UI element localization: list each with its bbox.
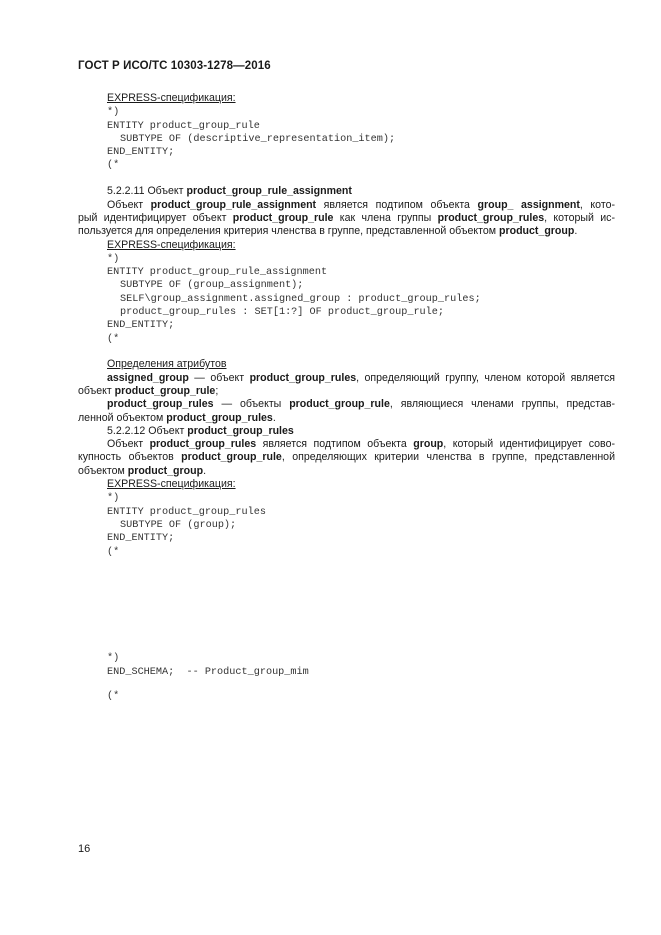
para-line: ленной объектом product_group_rules. xyxy=(78,412,276,424)
entity-name: product_group_rules xyxy=(149,438,257,450)
entity-name: product_group_rule_assignment xyxy=(150,199,317,211)
express-spec-label: EXPRESS-спецификация: xyxy=(107,92,236,104)
section-entity-name: product_group_rules xyxy=(187,425,294,437)
express-spec-label: EXPRESS-спецификация: xyxy=(107,239,236,251)
code-line: SUBTYPE OF (descriptive_representation_item); xyxy=(120,134,396,145)
section-entity-name: product_group_rule_assignment xyxy=(186,185,352,197)
code-line: product_group_rules : SET[1:?] OF product_group_rule; xyxy=(120,307,445,318)
section-number: 5.2.2.11 Объект xyxy=(107,185,187,197)
code-line: (* xyxy=(107,334,120,345)
code-line: *) xyxy=(107,254,120,265)
entity-name: product_group_rules xyxy=(437,212,545,224)
entity-name: group_ assignment xyxy=(477,199,580,211)
para-line: пользуется для определения критерия членства в группе, представленной объектом product_group. xyxy=(78,225,578,237)
code-line: ENTITY product_group_rule_assignment xyxy=(107,267,328,278)
code-line: ENTITY product_group_rule xyxy=(107,121,260,132)
entity-name: product_group_rule xyxy=(289,398,390,410)
code-line: *) xyxy=(107,493,120,504)
code-line: END_ENTITY; xyxy=(107,533,175,544)
document-header: ГОСТ Р ИСО/ТС 10303-1278—2016 xyxy=(78,60,271,72)
code-line: *) xyxy=(107,653,120,664)
code-line: ENTITY product_group_rules xyxy=(107,507,266,518)
entity-name: product_group_rule xyxy=(181,451,282,463)
code-line: (* xyxy=(107,160,120,171)
section-heading-5-2-2-11 xyxy=(107,185,644,198)
code-line: SELF\group_assignment.assigned_group : product_group_rules; xyxy=(120,294,481,305)
code-line: SUBTYPE OF (group); xyxy=(120,520,237,531)
page-number: 16 xyxy=(78,843,91,855)
code-line: END_ENTITY; xyxy=(107,147,175,158)
entity-name: assigned_group xyxy=(107,372,189,384)
code-line: (* xyxy=(107,547,120,558)
entity-name: product_group_rules xyxy=(166,412,273,424)
para-line: Объект product_group_rules является подтипом объекта group, который идентифицирует сово- xyxy=(107,438,615,450)
express-spec-label: EXPRESS-спецификация: xyxy=(107,478,236,490)
section-number: 5.2.2.12 Объект xyxy=(107,425,188,437)
para-line: assigned_group — объект product_group_rules, определяющий группу, членом которой является xyxy=(107,372,615,384)
para-line: купность объектов product_group_rule, определяющих критерии членства в группе, представленной xyxy=(78,451,615,463)
code-line: SUBTYPE OF (group_assignment); xyxy=(120,280,304,291)
code-line: END_SCHEMA; -- Product_group_mim xyxy=(107,667,309,678)
section-heading-5-2-2-12 xyxy=(107,425,644,438)
para-line: рый идентифицирует объект product_group_rule как члена группы product_group_rules, который ис- xyxy=(78,212,615,224)
para-line: объект product_group_rule; xyxy=(78,385,219,397)
attributes-title: Определения атрибутов xyxy=(107,358,227,370)
entity-name: product_group xyxy=(499,225,575,237)
entity-name: product_group_rule xyxy=(114,385,216,397)
para-line: product_group_rules — объекты product_group_rule, являющиеся членами группы, представ- xyxy=(107,398,616,410)
code-line: (* xyxy=(107,691,120,702)
para-line: объектом product_group. xyxy=(78,465,207,477)
entity-name: product_group_rules xyxy=(249,372,357,384)
entity-name: product_group_rules xyxy=(107,398,214,410)
entity-name: product_group xyxy=(127,465,204,477)
para-line: Объект product_group_rule_assignment является подтипом объекта group_ assignment, кото- xyxy=(107,199,615,211)
code-line: END_ENTITY; xyxy=(107,320,175,331)
entity-name: group xyxy=(413,438,444,450)
entity-name: product_group_rule xyxy=(232,212,334,224)
code-line: *) xyxy=(107,107,120,118)
